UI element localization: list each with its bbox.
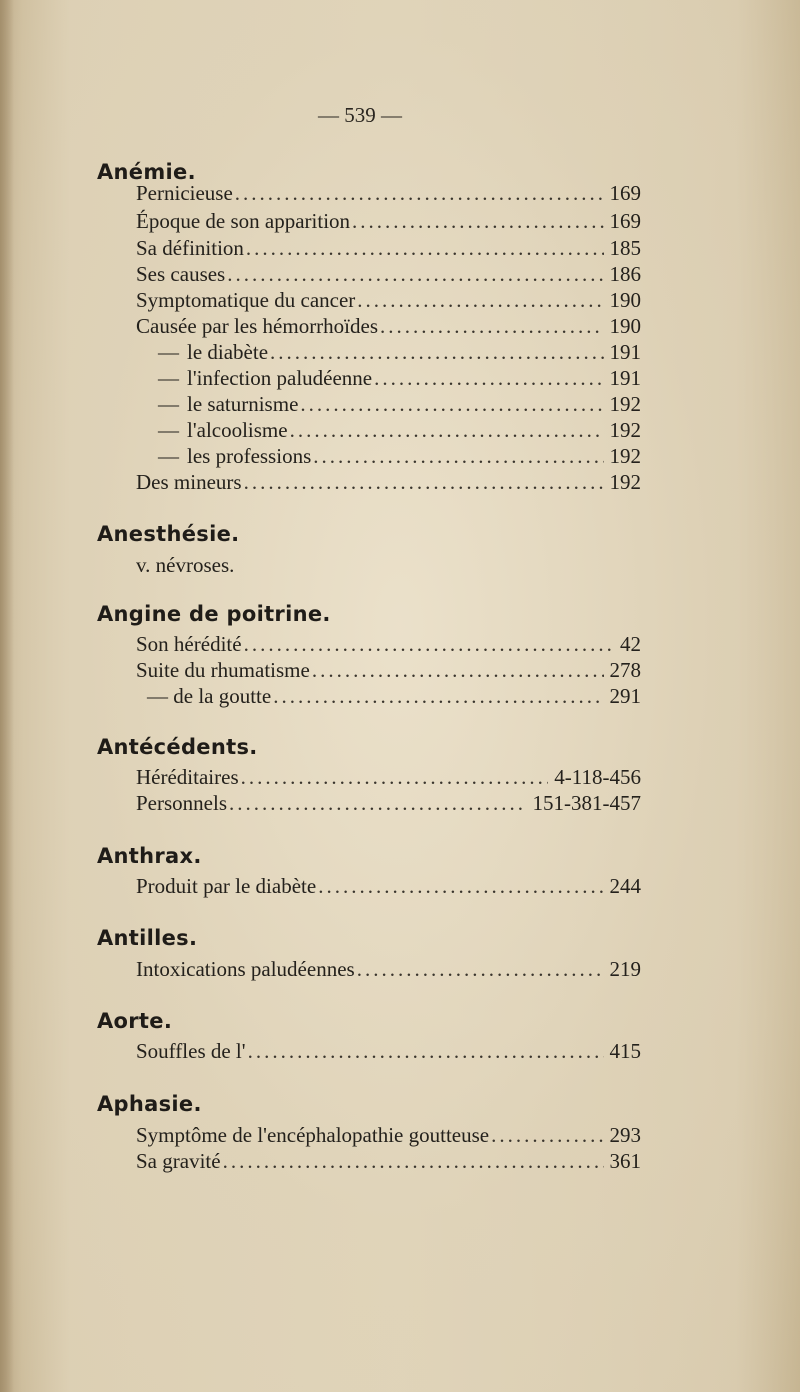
leader-dots [312, 658, 604, 683]
leader-dots [357, 288, 603, 313]
entry-label: Symptomatique du cancer [136, 288, 356, 312]
cross-reference-note: v. névroses. [136, 553, 235, 577]
index-entry [136, 791, 641, 819]
entry-label: Suite du rhumatisme [136, 658, 310, 682]
leader-dots [244, 470, 604, 495]
entry-label: Héréditaires [136, 765, 239, 789]
leader-dots [273, 684, 603, 709]
entry-page: 244 [609, 874, 641, 898]
index-entry [136, 366, 641, 394]
entry-page: 291 [609, 684, 641, 708]
entry-page: 415 [609, 1039, 641, 1063]
leader-dots [290, 418, 604, 443]
index-heading-anthrax: Anthrax. [97, 844, 202, 868]
leader-dots [491, 1123, 603, 1148]
index-entry [136, 470, 641, 498]
leader-dots [227, 262, 603, 287]
entry-label: le diabète [187, 340, 269, 364]
index-entry [136, 181, 641, 209]
ditto-dash: — [158, 340, 179, 364]
leader-dots [380, 314, 603, 339]
leader-dots [246, 236, 604, 261]
index-entry [136, 1123, 641, 1151]
entry-page: 186 [609, 262, 641, 286]
entry-label: Ses causes [136, 262, 226, 286]
leader-dots [318, 874, 603, 899]
entry-page: 169 [609, 209, 641, 233]
entry-page: 191 [609, 366, 641, 390]
entry-page: 192 [609, 392, 641, 416]
entry-label: Causée par les hémorrhoïdes [136, 314, 379, 338]
entry-page: 190 [609, 288, 641, 312]
entry-page: 293 [609, 1123, 641, 1147]
entry-page: 151-381-457 [532, 791, 641, 815]
index-entry [136, 658, 641, 686]
entry-label: Son hérédité [136, 632, 242, 656]
index-entry [136, 765, 641, 793]
entry-page: 185 [609, 236, 641, 260]
entry-page: 191 [609, 340, 641, 364]
entry-page: 4-118-456 [554, 765, 641, 789]
index-heading-antecedents: Antécédents. [97, 735, 258, 759]
entry-label: Personnels [136, 791, 227, 815]
page-number: — 539 — [318, 103, 402, 127]
leader-dots [374, 366, 603, 391]
entry-page: 190 [609, 314, 641, 338]
entry-label: les professions [187, 444, 312, 468]
entry-page: 278 [609, 658, 641, 682]
leader-dots [357, 957, 604, 982]
ditto-dash: — [158, 418, 179, 442]
ditto-dash: — [158, 444, 179, 468]
entry-page: 42 [620, 632, 641, 656]
index-entry [136, 444, 641, 472]
index-entry [136, 1039, 641, 1067]
entry-page: 361 [609, 1149, 641, 1173]
page-edge-shadow [0, 0, 14, 1392]
entry-label: Sa définition [136, 236, 244, 260]
index-entry [136, 1149, 641, 1177]
entry-page: 219 [609, 957, 641, 981]
ditto-dash: — [158, 366, 179, 390]
entry-page: 192 [609, 470, 641, 494]
leader-dots [229, 791, 527, 816]
index-heading-antilles: Antilles. [97, 926, 198, 950]
leader-dots [241, 765, 549, 790]
index-entry [136, 314, 641, 342]
entry-page: 192 [609, 418, 641, 442]
entry-label: Symptôme de l'encéphalopathie goutteuse [136, 1123, 490, 1147]
index-entry [136, 262, 641, 290]
index-heading-anesthesie: Anesthésie. [97, 522, 240, 546]
entry-label: le saturnisme [187, 392, 299, 416]
index-heading-aorte: Aorte. [97, 1009, 173, 1033]
index-entry [136, 632, 641, 660]
index-heading-anemie: Anémie. [97, 160, 196, 184]
leader-dots [270, 340, 603, 365]
index-entry [147, 684, 641, 712]
index-entry [136, 209, 641, 237]
leader-dots [352, 209, 603, 234]
entry-page: 169 [609, 181, 641, 205]
index-heading-angine: Angine de poitrine. [97, 602, 331, 626]
leader-dots [248, 1039, 604, 1064]
index-entry [136, 340, 641, 368]
entry-label: l'alcoolisme [187, 418, 288, 442]
leader-dots [235, 181, 604, 206]
entry-label: Pernicieuse [136, 181, 233, 205]
leader-dots [313, 444, 603, 469]
entry-label: l'infection paludéenne [187, 366, 373, 390]
leader-dots [300, 392, 603, 417]
entry-label: Produit par le diabète [136, 874, 317, 898]
entry-label: Intoxications paludéennes [136, 957, 355, 981]
index-entry [136, 418, 641, 446]
index-heading-aphasie: Aphasie. [97, 1092, 202, 1116]
index-entry [136, 957, 641, 985]
entry-label: Souffles de l' [136, 1039, 246, 1063]
entry-page: 192 [609, 444, 641, 468]
leader-dots [244, 632, 614, 657]
index-entry [136, 392, 641, 420]
ditto-dash: — [158, 392, 179, 416]
entry-label: — de la goutte [147, 684, 272, 708]
index-entry [136, 288, 641, 316]
leader-dots [223, 1149, 604, 1174]
entry-label: Sa gravité [136, 1149, 221, 1173]
index-entry [136, 236, 641, 264]
entry-label: Époque de son apparition [136, 209, 351, 233]
index-entry [136, 874, 641, 902]
entry-label: Des mineurs [136, 470, 242, 494]
